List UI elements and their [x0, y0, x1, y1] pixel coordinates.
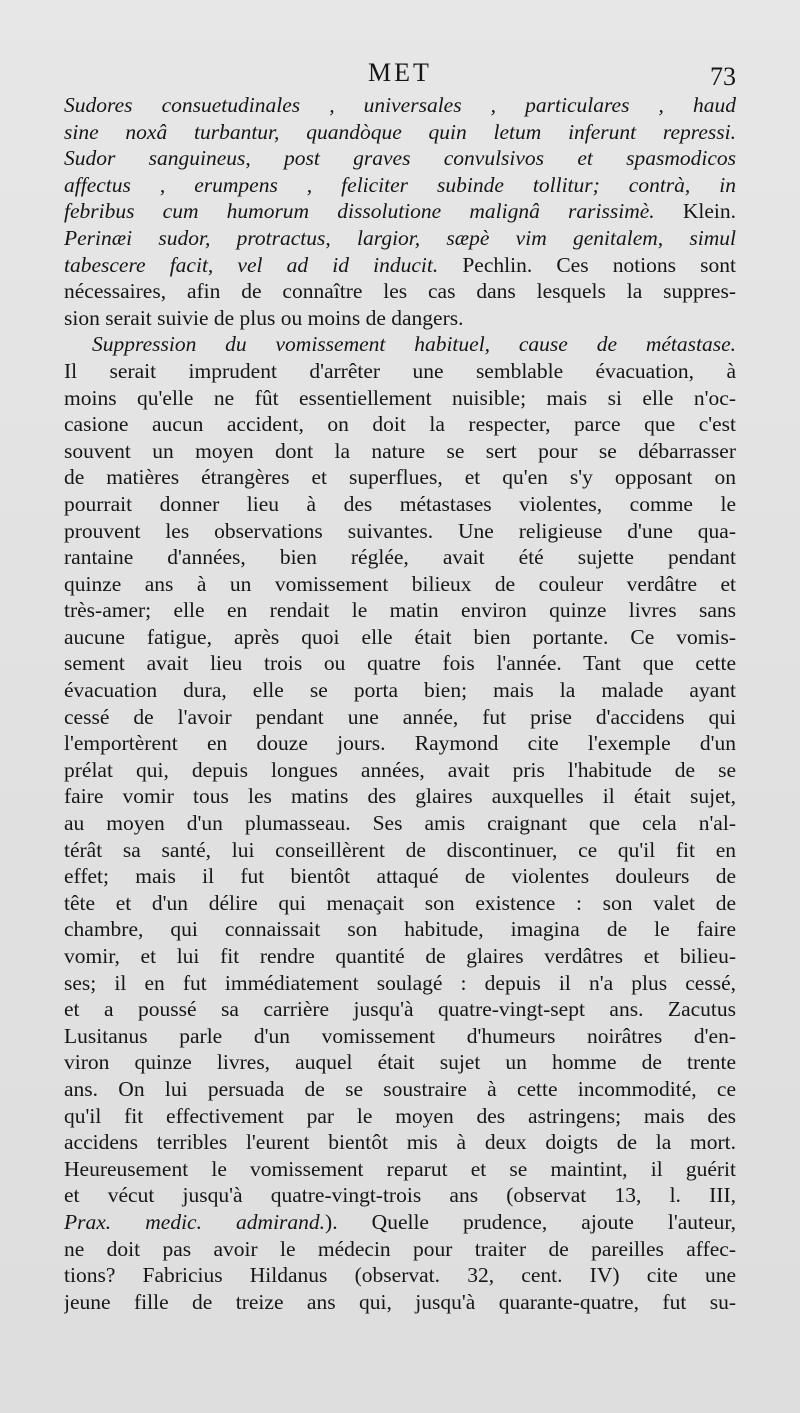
text-line: [64, 863, 736, 890]
text-line: [64, 92, 736, 119]
running-title: MET: [368, 58, 432, 87]
text-line: [64, 730, 736, 757]
text-line: [64, 305, 736, 332]
text-line: [64, 1156, 736, 1183]
text-line: [64, 252, 736, 279]
text-line: [64, 1076, 736, 1103]
italic-text: sine noxâ turbantur, quandòque quin letum inferunt repressi.: [64, 119, 736, 144]
text-line: [64, 810, 736, 837]
text-line: [64, 225, 736, 252]
roman-text: l'emportèrent en douze jours. Raymond cite l'exemple d'un: [64, 731, 736, 756]
text-line: [64, 1236, 736, 1263]
roman-text: quinze ans à un vomissement bilieux de couleur verdâtre et: [64, 571, 736, 596]
roman-text: très-amer; elle en rendait le matin environ quinze livres sans: [64, 598, 736, 623]
text-line: [64, 943, 736, 970]
text-line: [64, 1103, 736, 1130]
text-line: [64, 916, 736, 943]
roman-text: qu'il fit effectivement par le moyen des astringens; mais des: [64, 1103, 736, 1128]
text-line: [64, 544, 736, 571]
text-line: [64, 783, 736, 810]
text-line: [64, 198, 736, 225]
roman-text: Pechlin. Ces notions sont: [438, 252, 736, 277]
text-line: [64, 757, 736, 784]
text-line: [64, 650, 736, 677]
roman-text: sement avait lieu trois ou quatre fois l'année. Tant que cette: [64, 651, 736, 676]
text-line: [64, 704, 736, 731]
roman-text: pourrait donner lieu à des métastases violentes, comme le: [64, 491, 736, 516]
roman-text: prélat qui, depuis longues années, avait pris l'habitude de se: [64, 757, 736, 782]
roman-text: tête et d'un délire qui menaçait son existence : son valet de: [64, 890, 736, 915]
text-line: [64, 411, 736, 438]
roman-text: accidens terribles l'eurent bientôt mis à deux doigts de la mort.: [64, 1130, 736, 1155]
text-line: [64, 970, 736, 997]
roman-text: cessé de l'avoir pendant une année, fut prise d'accidens qui: [64, 704, 736, 729]
text-line: [64, 385, 736, 412]
italic-text: Prax. medic. admirand.: [64, 1209, 326, 1234]
roman-text: ans. On lui persuada de se soustraire à cette incommodité, ce: [64, 1076, 736, 1101]
roman-text: Il serait imprudent d'arrêter une semblable évacuation, à: [64, 358, 736, 383]
roman-text: ). Quelle prudence, ajoute l'auteur,: [325, 1209, 736, 1234]
roman-text: Heureusement le vomissement reparut et se maintint, il guérit: [64, 1156, 736, 1181]
roman-text: nécessaires, afin de connaître les cas dans lesquels la suppres-: [64, 279, 736, 304]
roman-text: ne doit pas avoir le médecin pour traiter de pareilles affec-: [64, 1236, 736, 1261]
italic-text: tabescere facit, vel ad id inducit.: [64, 252, 439, 277]
italic-text: Suppression du vomissement habituel, cause de métastase.: [92, 332, 736, 357]
text-line: [64, 518, 736, 545]
text-line: [64, 1049, 736, 1076]
roman-text: chambre, qui connaissait son habitude, imagina de le faire: [64, 917, 736, 942]
roman-text: ses; il en fut immédiatement soulagé : depuis il n'a plus cessé,: [64, 970, 736, 995]
roman-text: sion serait suivie de plus ou moins de dangers.: [64, 305, 464, 330]
text-line: [64, 145, 736, 172]
text-line: [64, 358, 736, 385]
text-line: [64, 597, 736, 624]
italic-text: Perinæi sudor, protractus, largior, sæpè vim genitalem, simul: [64, 225, 736, 250]
roman-text: et vécut jusqu'à quatre-vingt-trois ans (observat 13, l. III,: [64, 1183, 736, 1208]
italic-text: Sudores consuetudinales , universales , particulares , haud: [64, 93, 736, 117]
text-line: [64, 172, 736, 199]
roman-text: aucune fatigue, après quoi elle était bien portante. Ce vomis-: [64, 624, 736, 649]
roman-text: tions? Fabricius Hildanus (observat. 32, cent. IV) cite une: [64, 1263, 736, 1288]
roman-text: Lusitanus parle d'un vomissement d'humeurs noirâtres d'en-: [64, 1023, 736, 1048]
roman-text: évacuation dura, elle se porta bien; mais la malade ayant: [64, 678, 736, 703]
italic-text: affectus , erumpens , feliciter subinde tollitur; contrà, in: [64, 172, 736, 197]
roman-text: moins qu'elle ne fût essentiellement nuisible; mais si elle n'oc-: [64, 385, 736, 410]
roman-text: de matières étrangères et superflues, et qu'en s'y opposant on: [64, 465, 736, 490]
text-line: [64, 331, 736, 358]
roman-text: rantaine d'années, bien réglée, avait été sujette pendant: [64, 545, 736, 570]
text-line: [64, 996, 736, 1023]
body-text: [64, 92, 736, 1315]
roman-text: prouvent les observations suivantes. Une religieuse d'une qua-: [64, 518, 736, 543]
roman-text: effet; mais il fut bientôt attaqué de violentes douleurs de: [64, 864, 736, 889]
roman-text: et a poussé sa carrière jusqu'à quatre-vingt-sept ans. Zacutus: [64, 997, 736, 1022]
text-line: [64, 890, 736, 917]
text-line: [64, 624, 736, 651]
text-line: [64, 571, 736, 598]
roman-text: Klein.: [654, 199, 736, 224]
running-head: [64, 58, 736, 90]
text-line: [64, 1289, 736, 1316]
roman-text: faire vomir tous les matins des glaires auxquelles il était sujet,: [64, 784, 736, 809]
roman-text: térât sa santé, lui conseillèrent de discontinuer, ce qu'il fit en: [64, 837, 736, 862]
text-line: [64, 464, 736, 491]
roman-text: casione aucun accident, on doit la respecter, parce que c'est: [64, 412, 736, 437]
text-line: [64, 278, 736, 305]
roman-text: jeune fille de treize ans qui, jusqu'à quarante-quatre, fut su-: [64, 1289, 736, 1314]
roman-text: souvent un moyen dont la nature se sert pour se débarrasser: [64, 438, 736, 463]
roman-text: viron quinze livres, auquel était sujet un homme de trente: [64, 1050, 736, 1075]
roman-text: au moyen d'un plumasseau. Ses amis craignant que cela n'al-: [64, 811, 736, 836]
text-line: [64, 1129, 736, 1156]
text-line: [64, 677, 736, 704]
italic-text: febribus cum humorum dissolutione malignâ rarissimè.: [64, 199, 655, 224]
text-line: [64, 1023, 736, 1050]
roman-text: vomir, et lui fit rendre quantité de glaires verdâtres et bilieu-: [64, 944, 736, 968]
text-line: [64, 438, 736, 465]
text-line: [64, 1182, 736, 1209]
page-number: 73: [710, 62, 736, 91]
italic-text: Sudor sanguineus, post graves convulsivos et spasmodicos: [64, 146, 736, 171]
text-line: [64, 1209, 736, 1236]
text-line: [64, 1262, 736, 1289]
text-line: [64, 837, 736, 864]
text-line: [64, 119, 736, 146]
text-line: [64, 491, 736, 518]
